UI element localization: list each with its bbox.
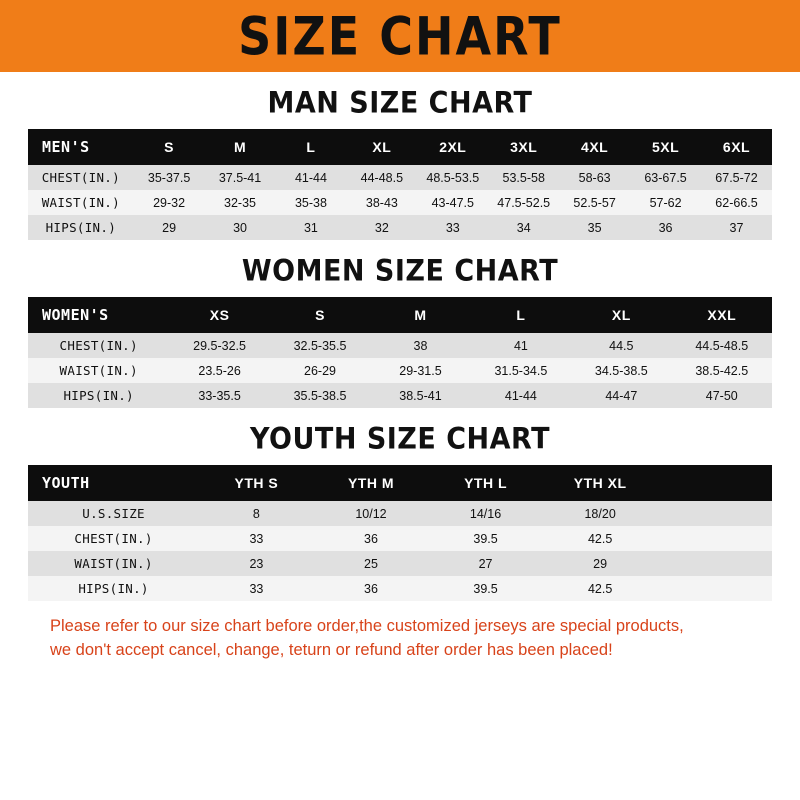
table-row	[28, 576, 772, 601]
youth-row-label-hips: HIPS(IN.)	[28, 576, 199, 601]
women-header-s: S	[270, 297, 370, 333]
table-cell: 10/12	[314, 501, 429, 526]
table-cell: 36	[314, 526, 429, 551]
men-header-5xl: 5XL	[630, 129, 701, 165]
women-row-label-hips: HIPS(IN.)	[28, 383, 169, 408]
table-cell: 8	[199, 501, 314, 526]
men-header-xl: XL	[346, 129, 417, 165]
youth-header-spacer	[657, 465, 772, 501]
table-cell-empty	[657, 551, 772, 576]
chart-content	[0, 88, 800, 663]
youth-size-table	[28, 465, 772, 601]
table-cell: 38	[370, 333, 470, 358]
youth-table-head	[28, 465, 772, 501]
table-cell: 32-35	[205, 190, 276, 215]
table-cell: 29	[134, 215, 205, 240]
women-header-m: M	[370, 297, 470, 333]
table-cell: 38-43	[346, 190, 417, 215]
table-cell: 29	[543, 551, 658, 576]
table-cell: 44-47	[571, 383, 671, 408]
women-header-xxl: XXL	[672, 297, 772, 333]
page-title: SIZE CHART	[238, 4, 562, 68]
women-header-xl: XL	[571, 297, 671, 333]
table-cell-empty	[657, 501, 772, 526]
table-cell: 23.5-26	[169, 358, 269, 383]
men-header-label: MEN'S	[28, 129, 134, 165]
women-header-l: L	[471, 297, 571, 333]
table-cell: 31.5-34.5	[471, 358, 571, 383]
table-cell: 37	[701, 215, 772, 240]
table-cell: 33	[199, 526, 314, 551]
table-cell: 41-44	[275, 165, 346, 190]
table-row	[28, 526, 772, 551]
women-header-label: WOMEN'S	[28, 297, 169, 333]
table-cell: 57-62	[630, 190, 701, 215]
table-cell-empty	[657, 526, 772, 551]
table-cell: 43-47.5	[417, 190, 488, 215]
youth-header-xl: YTH XL	[543, 465, 658, 501]
table-row	[28, 165, 772, 190]
table-row	[28, 190, 772, 215]
table-cell: 41-44	[471, 383, 571, 408]
youth-row-label-chest: CHEST(IN.)	[28, 526, 199, 551]
table-cell: 39.5	[428, 526, 543, 551]
table-header-row	[28, 129, 772, 165]
table-cell: 35-38	[275, 190, 346, 215]
table-header-row	[28, 297, 772, 333]
table-cell: 33-35.5	[169, 383, 269, 408]
table-row	[28, 501, 772, 526]
men-size-table	[28, 129, 772, 240]
table-cell: 25	[314, 551, 429, 576]
table-cell: 36	[630, 215, 701, 240]
women-row-label-chest: CHEST(IN.)	[28, 333, 169, 358]
men-header-2xl: 2XL	[417, 129, 488, 165]
table-cell: 42.5	[543, 526, 658, 551]
table-cell: 58-63	[559, 165, 630, 190]
table-cell: 31	[275, 215, 346, 240]
women-header-xs: XS	[169, 297, 269, 333]
table-cell: 44.5	[571, 333, 671, 358]
table-cell: 37.5-41	[205, 165, 276, 190]
table-row	[28, 358, 772, 383]
table-cell: 35.5-38.5	[270, 383, 370, 408]
table-cell: 38.5-41	[370, 383, 470, 408]
table-cell: 44.5-48.5	[672, 333, 772, 358]
men-header-s: S	[134, 129, 205, 165]
men-table-head	[28, 129, 772, 165]
women-table-body	[28, 333, 772, 408]
men-header-m: M	[205, 129, 276, 165]
table-cell-empty	[657, 576, 772, 601]
youth-row-label-ussize: U.S.SIZE	[28, 501, 199, 526]
page-banner	[0, 0, 800, 72]
table-row	[28, 215, 772, 240]
men-header-3xl: 3XL	[488, 129, 559, 165]
footer-note	[28, 615, 772, 663]
table-cell: 30	[205, 215, 276, 240]
women-section-title: WOMEN SIZE CHART	[241, 254, 559, 289]
table-cell: 47.5-52.5	[488, 190, 559, 215]
table-row	[28, 551, 772, 576]
table-cell: 29-31.5	[370, 358, 470, 383]
table-cell: 29-32	[134, 190, 205, 215]
men-header-4xl: 4XL	[559, 129, 630, 165]
men-header-l: L	[275, 129, 346, 165]
youth-table-body	[28, 501, 772, 601]
table-cell: 34	[488, 215, 559, 240]
table-row	[28, 383, 772, 408]
footer-note-line2: we don't accept cancel, change, teturn or refund after order has been placed!	[50, 640, 613, 659]
table-cell: 39.5	[428, 576, 543, 601]
youth-row-label-waist: WAIST(IN.)	[28, 551, 199, 576]
table-cell: 34.5-38.5	[571, 358, 671, 383]
men-section-title: MAN SIZE CHART	[267, 86, 533, 121]
men-row-label-hips: HIPS(IN.)	[28, 215, 134, 240]
table-cell: 33	[417, 215, 488, 240]
table-cell: 41	[471, 333, 571, 358]
table-cell: 62-66.5	[701, 190, 772, 215]
table-cell: 63-67.5	[630, 165, 701, 190]
men-header-6xl: 6XL	[701, 129, 772, 165]
table-header-row	[28, 465, 772, 501]
table-cell: 29.5-32.5	[169, 333, 269, 358]
youth-header-m: YTH M	[314, 465, 429, 501]
table-cell: 32	[346, 215, 417, 240]
table-cell: 38.5-42.5	[672, 358, 772, 383]
table-cell: 18/20	[543, 501, 658, 526]
table-cell: 36	[314, 576, 429, 601]
table-cell: 14/16	[428, 501, 543, 526]
youth-header-label: YOUTH	[28, 465, 199, 501]
women-row-label-waist: WAIST(IN.)	[28, 358, 169, 383]
table-cell: 35	[559, 215, 630, 240]
youth-section-title: YOUTH SIZE CHART	[249, 422, 551, 457]
men-row-label-waist: WAIST(IN.)	[28, 190, 134, 215]
footer-note-line1: Please refer to our size chart before order,the customized jerseys are special products,	[50, 617, 684, 635]
table-cell: 33	[199, 576, 314, 601]
women-size-table	[28, 297, 772, 408]
table-cell: 27	[428, 551, 543, 576]
table-cell: 67.5-72	[701, 165, 772, 190]
men-table-body	[28, 165, 772, 240]
men-row-label-chest: CHEST(IN.)	[28, 165, 134, 190]
youth-header-l: YTH L	[428, 465, 543, 501]
table-cell: 44-48.5	[346, 165, 417, 190]
table-cell: 53.5-58	[488, 165, 559, 190]
table-cell: 47-50	[672, 383, 772, 408]
table-cell: 32.5-35.5	[270, 333, 370, 358]
table-row	[28, 333, 772, 358]
table-cell: 23	[199, 551, 314, 576]
table-cell: 35-37.5	[134, 165, 205, 190]
youth-header-s: YTH S	[199, 465, 314, 501]
table-cell: 52.5-57	[559, 190, 630, 215]
table-cell: 42.5	[543, 576, 658, 601]
table-cell: 48.5-53.5	[417, 165, 488, 190]
table-cell: 26-29	[270, 358, 370, 383]
women-table-head	[28, 297, 772, 333]
